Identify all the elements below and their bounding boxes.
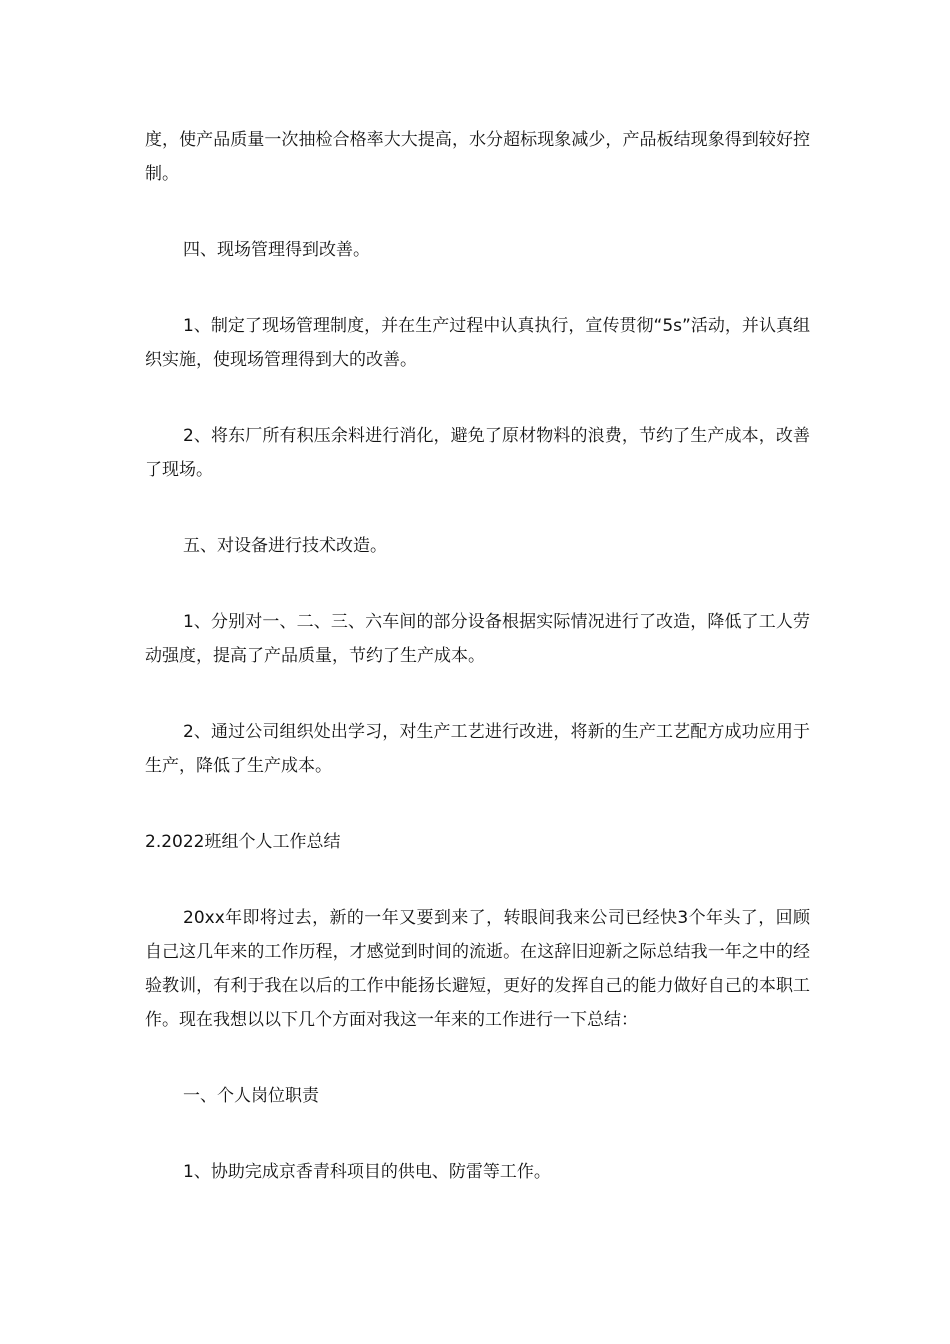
paragraph-1: 度，使产品质量一次抽检合格率大大提高，水分超标现象减少，产品板结现象得到较好控制。 bbox=[145, 130, 810, 184]
paragraph-gap bbox=[145, 859, 810, 901]
document-title: 2.2022班组个人工作总结 bbox=[145, 832, 341, 852]
document-body bbox=[145, 123, 810, 1189]
paragraph-gap bbox=[145, 1037, 810, 1079]
paragraph-gap bbox=[145, 563, 810, 605]
paragraph-gap bbox=[145, 1113, 810, 1155]
paragraph-2: 1、制定了现场管理制度，并在生产过程中认真执行，宣传贯彻“5s”活动，并认真组织实施，使现场管理得到大的改善。 bbox=[145, 316, 810, 370]
paragraph-gap bbox=[145, 377, 810, 419]
paragraph-6: 20xx年即将过去，新的一年又要到来了，转眼间我来公司已经快3个年头了，回顾自己这几年来的工作历程，才感觉到时间的流逝。在这辞旧迎新之际总结我一年之中的经验教训，有利于我在以后的工作中能扬长避短，更好的发挥自己的能力做好自己的本职工作。现在我想以以下几个方面对我这一年来的工作进行一下总结： bbox=[145, 908, 810, 1030]
section-heading-5: 五、对设备进行技术改造。 bbox=[183, 536, 387, 556]
paragraph-5: 2、通过公司组织处出学习，对生产工艺进行改进，将新的生产工艺配方成功应用于生产，降低了生产成本。 bbox=[145, 722, 810, 776]
paragraph-gap bbox=[145, 783, 810, 825]
section-heading-1: 一、个人岗位职责 bbox=[183, 1086, 319, 1106]
paragraph-gap bbox=[145, 191, 810, 233]
paragraph-gap bbox=[145, 673, 810, 715]
paragraph-4: 1、分别对一、二、三、六车间的部分设备根据实际情况进行了改造，降低了工人劳动强度，提高了产品质量，节约了生产成本。 bbox=[145, 612, 810, 666]
paragraph-gap bbox=[145, 267, 810, 309]
paragraph-3: 2、将东厂所有积压余料进行消化，避免了原材物料的浪费，节约了生产成本，改善了现场。 bbox=[145, 426, 810, 480]
paragraph-gap bbox=[145, 487, 810, 529]
section-heading-4: 四、现场管理得到改善。 bbox=[183, 240, 370, 260]
paragraph-7: 1、协助完成京香青科项目的供电、防雷等工作。 bbox=[183, 1162, 551, 1182]
